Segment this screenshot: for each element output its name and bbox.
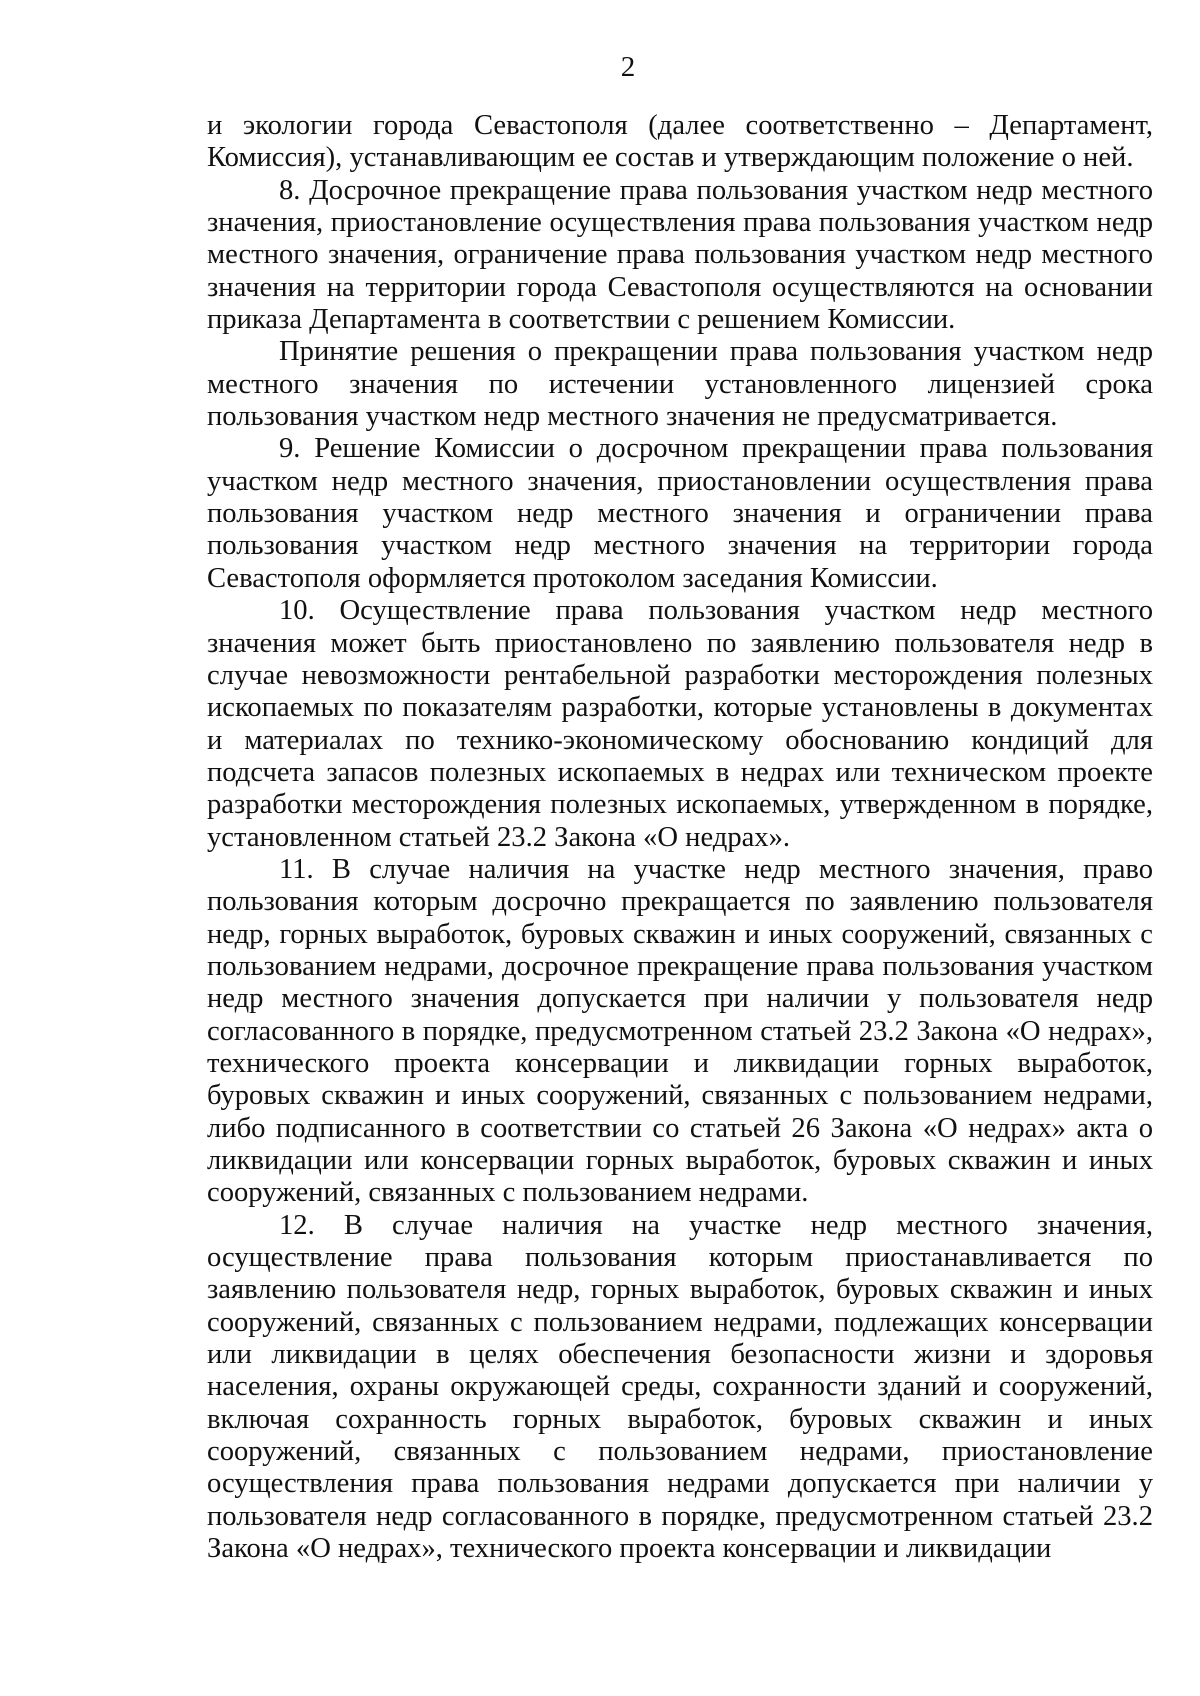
paragraph-item-12: 12. В случае наличия на участке недр местного значения, осуществление права пользования которым приостанавливается по заявлению пользователя недр, горных выработок, буровых скважин и иных сооружений, связанных с пользованием недрами, подлежащих консервации или ликвидации в целях обеспечения безопасности жизни и здоровья населения, охраны окружающей среды, сохранности зданий и сооружений, включая сохранность горных выработок, буровых скважин и иных сооружений, связанных с пользованием недрами, приостановление осуществления права пользования недрами допускается при наличии у пользователя недр согласованного в порядке, предусмотренном статьей 23.2 Закона «О недрах», технического проекта консервации и ликвидации xyxy=(207,1209,1153,1565)
paragraph-item-9: 9. Решение Комиссии о досрочном прекращении права пользования участком недр местного значения, приостановлении осуществления права пользования участком недр местного значения и ограничении права пользования участком недр местного значения на территории города Севастополя оформляется протоколом заседания Комиссии. xyxy=(207,433,1153,594)
paragraph-item-11: 11. В случае наличия на участке недр местного значения, право пользования которым досрочно прекращается по заявлению пользователя недр, горных выработок, буровых скважин и иных сооружений, связанных с пользованием недрами, досрочное прекращение права пользования участком недр местного значения допускается при наличии у пользователя недр согласованного в порядке, предусмотренном статьей 23.2 Закона «О недрах», технического проекта консервации и ликвидации горных выработок, буровых скважин и иных сооружений, связанных с пользованием недрами, либо подписанного в соответствии со статьей 26 Закона «О недрах» акта о ликвидации или консервации горных выработок, буровых скважин и иных сооружений, связанных с пользованием недрами. xyxy=(207,853,1153,1209)
page-number: 2 xyxy=(620,51,636,83)
document-body xyxy=(207,110,1153,1565)
paragraph-item-8-note: Принятие решения о прекращении права пользования участком недр местного значения по истечении установленного лицензией срока пользования участком недр местного значения не предусматривается. xyxy=(207,336,1153,433)
paragraph-continuation: и экологии города Севастополя (далее соответственно – Департамент, Комиссия), устанавливающим ее состав и утверждающим положение о ней. xyxy=(207,110,1153,174)
paragraph-item-10: 10. Осуществление права пользования участком недр местного значения может быть приостановлено по заявлению пользователя недр в случае невозможности рентабельной разработки месторождения полезных ископаемых по показателям разработки, которые установлены в документах и материалах по технико-экономическому обоснованию кондиций для подсчета запасов полезных ископаемых в недрах или техническом проекте разработки месторождения полезных ископаемых, утвержденном в порядке, установленном статьей 23.2 Закона «О недрах». xyxy=(207,595,1153,853)
paragraph-item-8: 8. Досрочное прекращение права пользования участком недр местного значения, приостановление осуществления права пользования участком недр местного значения, ограничение права пользования участком недр местного значения на территории города Севастополя осуществляются на основании приказа Департамента в соответствии с решением Комиссии. xyxy=(207,174,1153,336)
